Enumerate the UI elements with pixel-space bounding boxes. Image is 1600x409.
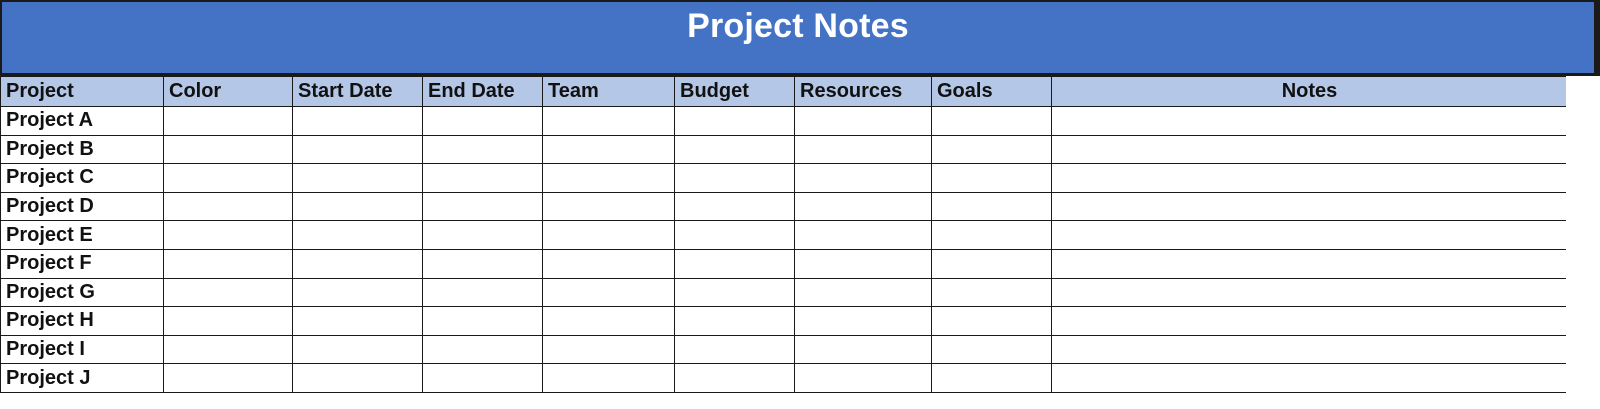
- table-cell[interactable]: [543, 221, 675, 250]
- row-label-cell[interactable]: Project J: [1, 364, 164, 393]
- table-cell[interactable]: [675, 249, 795, 278]
- table-row: [1, 164, 1568, 193]
- table-cell[interactable]: [675, 192, 795, 221]
- table-cell[interactable]: [543, 307, 675, 336]
- table-row: [1, 335, 1568, 364]
- table-cell[interactable]: [795, 364, 932, 393]
- column-header-color[interactable]: Color: [164, 77, 293, 107]
- table-cell[interactable]: [932, 135, 1052, 164]
- table-cell[interactable]: [675, 335, 795, 364]
- table-cell[interactable]: [423, 364, 543, 393]
- table-cell[interactable]: [543, 164, 675, 193]
- row-label-cell[interactable]: Project F: [1, 249, 164, 278]
- table-cell[interactable]: [293, 135, 423, 164]
- table-cell[interactable]: [423, 278, 543, 307]
- table-cell[interactable]: [423, 249, 543, 278]
- table-cell[interactable]: [1052, 221, 1568, 250]
- table-cell[interactable]: [932, 249, 1052, 278]
- table-cell[interactable]: [293, 307, 423, 336]
- table-cell[interactable]: [1052, 107, 1568, 136]
- column-header-goals[interactable]: Goals: [932, 77, 1052, 107]
- table-row: [1, 135, 1568, 164]
- table-cell[interactable]: [932, 278, 1052, 307]
- table-cell[interactable]: [423, 107, 543, 136]
- table-cell[interactable]: [795, 192, 932, 221]
- table-cell[interactable]: [1052, 249, 1568, 278]
- table-cell[interactable]: [795, 335, 932, 364]
- column-header-resources[interactable]: Resources: [795, 77, 932, 107]
- table-cell[interactable]: [164, 335, 293, 364]
- table-cell[interactable]: [164, 278, 293, 307]
- table-cell[interactable]: [423, 135, 543, 164]
- table-row: [1, 364, 1568, 393]
- table-cell[interactable]: [543, 278, 675, 307]
- table-cell[interactable]: [1052, 135, 1568, 164]
- table-cell[interactable]: [795, 278, 932, 307]
- table-cell[interactable]: [164, 164, 293, 193]
- row-label-cell[interactable]: Project A: [1, 107, 164, 136]
- table-cell[interactable]: [675, 107, 795, 136]
- table-cell[interactable]: [543, 335, 675, 364]
- table-row: [1, 107, 1568, 136]
- table-cell[interactable]: [423, 307, 543, 336]
- table-cell[interactable]: [675, 278, 795, 307]
- column-header-end-date[interactable]: End Date: [423, 77, 543, 107]
- header-row: [1, 77, 1568, 107]
- table-cell[interactable]: [1052, 307, 1568, 336]
- table-cell[interactable]: [932, 221, 1052, 250]
- table-cell[interactable]: [164, 364, 293, 393]
- sheet-right-margin: [1566, 76, 1600, 409]
- table-cell[interactable]: [1052, 364, 1568, 393]
- table-cell[interactable]: [795, 307, 932, 336]
- table-cell[interactable]: [164, 135, 293, 164]
- table-cell[interactable]: [164, 192, 293, 221]
- table-cell[interactable]: [675, 164, 795, 193]
- row-label-cell[interactable]: Project D: [1, 192, 164, 221]
- table-cell[interactable]: [164, 249, 293, 278]
- table-cell[interactable]: [164, 107, 293, 136]
- table-cell[interactable]: [164, 307, 293, 336]
- title-banner[interactable]: [0, 0, 1600, 76]
- table-cell[interactable]: [293, 164, 423, 193]
- table-cell[interactable]: [795, 164, 932, 193]
- table-cell[interactable]: [795, 107, 932, 136]
- column-header-project[interactable]: Project: [1, 77, 164, 107]
- row-label-cell[interactable]: Project G: [1, 278, 164, 307]
- row-label-cell[interactable]: Project I: [1, 335, 164, 364]
- table-cell[interactable]: [293, 221, 423, 250]
- project-notes-table: [0, 76, 1568, 393]
- table-cell[interactable]: [293, 364, 423, 393]
- table-cell[interactable]: [293, 249, 423, 278]
- table-cell[interactable]: [543, 364, 675, 393]
- table-cell[interactable]: [1052, 278, 1568, 307]
- table-cell[interactable]: [932, 307, 1052, 336]
- table-cell[interactable]: [932, 335, 1052, 364]
- table-cell[interactable]: [543, 107, 675, 136]
- table-cell[interactable]: [675, 221, 795, 250]
- table-cell[interactable]: [795, 221, 932, 250]
- table-cell[interactable]: [1052, 164, 1568, 193]
- row-label-cell[interactable]: Project B: [1, 135, 164, 164]
- table-row: [1, 307, 1568, 336]
- table-cell[interactable]: [423, 335, 543, 364]
- page-title: Project Notes: [687, 7, 909, 45]
- table-cell[interactable]: [675, 307, 795, 336]
- table-row: [1, 192, 1568, 221]
- table-cell[interactable]: [675, 364, 795, 393]
- table-cell[interactable]: [423, 192, 543, 221]
- table-cell[interactable]: [543, 249, 675, 278]
- table-cell[interactable]: [795, 249, 932, 278]
- table-cell[interactable]: [164, 221, 293, 250]
- table-cell[interactable]: [423, 164, 543, 193]
- table-cell[interactable]: [932, 364, 1052, 393]
- column-header-team[interactable]: Team: [543, 77, 675, 107]
- table-cell[interactable]: [1052, 192, 1568, 221]
- table-cell[interactable]: [423, 221, 543, 250]
- table-cell[interactable]: [293, 107, 423, 136]
- table-cell[interactable]: [293, 192, 423, 221]
- row-label-cell[interactable]: Project E: [1, 221, 164, 250]
- table-cell[interactable]: [543, 192, 675, 221]
- table-cell[interactable]: [1052, 335, 1568, 364]
- column-header-start-date[interactable]: Start Date: [293, 77, 423, 107]
- table-cell[interactable]: [932, 107, 1052, 136]
- table-cell[interactable]: [675, 135, 795, 164]
- row-label-cell[interactable]: Project H: [1, 307, 164, 336]
- table-row: [1, 278, 1568, 307]
- table-cell[interactable]: [293, 335, 423, 364]
- table-cell[interactable]: [293, 278, 423, 307]
- row-label-cell[interactable]: Project C: [1, 164, 164, 193]
- table-row: [1, 221, 1568, 250]
- table-cell[interactable]: [543, 135, 675, 164]
- column-header-notes[interactable]: Notes: [1052, 77, 1568, 107]
- table-row: [1, 249, 1568, 278]
- table-cell[interactable]: [932, 192, 1052, 221]
- table-cell[interactable]: [795, 135, 932, 164]
- table-cell[interactable]: [932, 164, 1052, 193]
- column-header-budget[interactable]: Budget: [675, 77, 795, 107]
